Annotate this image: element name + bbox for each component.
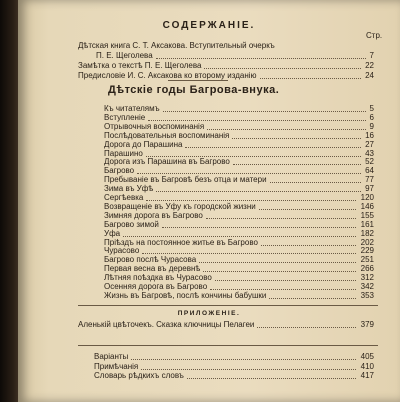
chapter-entry-text: Отрывочныя воспоминанія xyxy=(104,121,205,131)
dot-leader xyxy=(207,129,366,130)
dot-leader xyxy=(146,200,356,201)
dot-leader xyxy=(206,218,356,219)
chapter-entry-page: 161 xyxy=(360,219,374,229)
back-matter-entry-text: Примѣчанія xyxy=(94,361,139,371)
appendix-label: ПРИЛОЖЕНІЕ. xyxy=(177,310,241,317)
chapter-entry-page: 266 xyxy=(360,264,374,274)
chapter-entry-text: Багрово xyxy=(104,166,135,176)
divider-top xyxy=(168,80,228,81)
dot-leader xyxy=(156,191,361,192)
book-page xyxy=(18,0,400,402)
chapter-entry-text: Жизнь въ Багровѣ, послѣ кончины бабушки xyxy=(104,290,267,300)
chapter-entry-text: Сергѣевка xyxy=(104,193,144,202)
dot-leader xyxy=(259,209,356,210)
dot-leader xyxy=(210,289,356,290)
chapter-entry-text: Парашино xyxy=(104,148,143,158)
back-matter-entry-page: 410 xyxy=(360,361,374,371)
dot-leader xyxy=(142,253,356,254)
chapter-entry-text: Зимняя дорога въ Багрово xyxy=(104,210,203,220)
dot-leader xyxy=(233,164,361,165)
intro-entry-text: Замѣтка о текстѣ П. Е. Щеголева xyxy=(78,61,202,70)
intro-entry-text: Предисловіе И. С. Аксакова ко второму изданію xyxy=(78,71,257,80)
dot-leader xyxy=(204,68,361,69)
chapter-entry-page: 353 xyxy=(360,290,374,300)
back-matter-entry-page: 405 xyxy=(360,352,374,361)
chapter-entry-page: 77 xyxy=(365,175,374,185)
chapter-entry-page: 312 xyxy=(360,273,374,283)
chapter-entry-page: 146 xyxy=(360,201,374,211)
intro-entry-page: 24 xyxy=(365,71,374,80)
chapter-entry-text: Пріѣздъ на постоянное житье въ Багрово xyxy=(104,237,258,247)
chapter-entry-text: Пребываніе въ Багровѣ безъ отца и матери xyxy=(104,175,267,185)
dot-leader xyxy=(163,111,366,112)
dot-leader xyxy=(185,147,361,148)
section-title: Дѣтскіе годы Багрова-внука. xyxy=(108,84,280,96)
dot-leader xyxy=(269,298,356,299)
chapter-entry-text: Возвращеніе въ Уфу къ городской жизни xyxy=(104,201,256,211)
dot-leader xyxy=(232,138,361,139)
chapter-entry-page: 9 xyxy=(369,121,374,131)
chapter-entry-page: 229 xyxy=(360,246,374,256)
chapter-entry-page: 251 xyxy=(360,255,374,265)
appendix-entry-page: 379 xyxy=(360,320,374,329)
chapter-entry-text: Послѣдовательныя воспоминанія xyxy=(104,130,230,140)
chapter-entry-text: Дорога до Парашина xyxy=(104,139,183,149)
back-matter-entry-text: Словарь рѣдкихъ словъ xyxy=(94,371,184,380)
chapter-entry-page: 155 xyxy=(360,210,374,220)
page-number-header: Стр. xyxy=(366,31,383,40)
dot-leader xyxy=(187,378,356,379)
chapter-entry-page: 27 xyxy=(365,139,374,149)
dot-leader xyxy=(146,156,361,157)
dot-leader xyxy=(123,236,356,237)
chapter-entry-page: 52 xyxy=(365,157,374,167)
dot-leader xyxy=(156,58,366,59)
dot-leader xyxy=(199,262,356,263)
dot-leader xyxy=(215,280,356,281)
chapter-entry-page: 16 xyxy=(365,130,374,140)
intro-entry-page: 22 xyxy=(365,61,374,70)
dot-leader xyxy=(257,327,356,328)
back-matter-entry-text: Варіанты xyxy=(94,352,129,361)
chapter-entry-text: Осенняя дорога въ Багрово xyxy=(104,282,208,291)
chapter-entry-text: Дорога изъ Парашина въ Багрово xyxy=(104,157,230,167)
intro-entry-text: Дѣтская книга С. Т. Аксакова. Вступительный очеркъ xyxy=(78,41,275,50)
chapter-entry-text: Уфа xyxy=(104,228,121,238)
chapter-entry-page: 97 xyxy=(365,184,374,194)
dot-leader xyxy=(137,173,361,174)
dot-leader xyxy=(148,120,366,121)
chapter-entry-page: 182 xyxy=(360,228,374,238)
chapter-entry-text: Первая весна въ деревнѣ xyxy=(104,264,201,274)
chapter-entry-text: Зима въ Уфѣ xyxy=(104,184,154,194)
chapter-entry-text: Къ читателямъ xyxy=(104,104,160,113)
back-matter-entry-page: 417 xyxy=(360,371,374,380)
chapter-entry-page: 342 xyxy=(360,282,374,291)
chapter-entry-text: Лѣтняя поѣздка въ Чурасово xyxy=(104,273,212,283)
divider-back xyxy=(78,345,378,346)
chapter-entry-text: Багрово зимой xyxy=(104,219,159,229)
dot-leader xyxy=(141,369,356,370)
dot-leader xyxy=(162,227,356,228)
chapter-entry-text: Вступленіе xyxy=(104,112,146,122)
chapter-entry-page: 64 xyxy=(365,166,374,176)
chapter-entry-text: Багрово послѣ Чурасова xyxy=(104,255,197,265)
dot-leader xyxy=(261,245,356,246)
dot-leader xyxy=(270,182,361,183)
appendix-entry-text: Аленькій цвѣточекъ. Сказка ключницы Пелагеи xyxy=(78,320,255,329)
chapter-entry-page: 120 xyxy=(360,193,374,202)
dot-leader xyxy=(203,271,356,272)
chapter-entry-page: 5 xyxy=(369,104,374,113)
chapter-entry-page: 6 xyxy=(369,112,374,122)
dot-leader xyxy=(260,78,361,79)
dot-leader xyxy=(131,359,356,360)
intro-entry-text: П. Е. Щеголева xyxy=(96,51,153,60)
chapter-entry-text: Чурасово xyxy=(104,246,140,256)
chapter-entry-page: 202 xyxy=(360,237,374,247)
page-title: СОДЕРЖАНІЕ. xyxy=(162,20,256,31)
divider-appendix xyxy=(78,305,378,306)
intro-entry-page: 7 xyxy=(369,51,374,60)
chapter-entry-page: 43 xyxy=(365,148,374,158)
